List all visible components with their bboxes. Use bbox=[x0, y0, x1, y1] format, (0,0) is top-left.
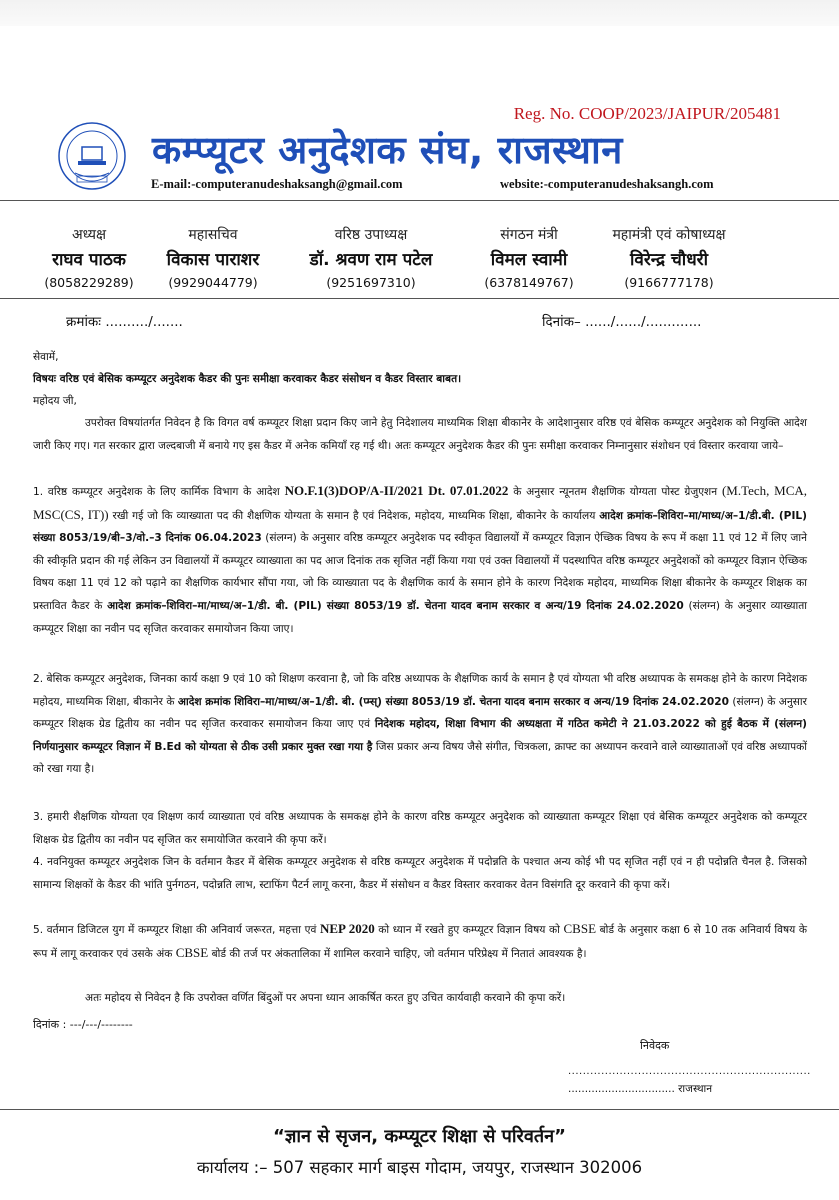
point-1-degrees: (M.Tech, MCA, MSC(CS, IT)) bbox=[33, 483, 808, 522]
officer-phone: (6378149767) bbox=[484, 275, 574, 290]
officer-role: महामंत्री एवं कोषाध्यक्ष bbox=[612, 227, 726, 243]
officer-treasurer bbox=[584, 225, 754, 290]
officer-name: विकास पाराशर bbox=[166, 250, 260, 270]
point-1-order-ref: NO.F.1(3)DOP/A-II/2021 Dt. 07.01.2022 bbox=[284, 483, 509, 498]
point-2-text: जिस प्रकार अन्य विषय जैसे संगीत, चित्रकला, क्राफ्ट का अध्यापन करवाने वाले व्याख्याताओं एवं वरिष्ठ अध्यापकों को रखा गया है। bbox=[33, 740, 808, 776]
closing-request: अतः महोदय से निवेदन है कि उपरोक्त वर्णित बिंदुओं पर अपना ध्यान आकर्षित करत हुए उचित कार्यवाही करवाने की कृपा करें। bbox=[85, 992, 566, 1004]
letter-date: दिनांक– ....../....../............. bbox=[542, 314, 702, 330]
officer-name: विरेन्द्र चौधरी bbox=[629, 250, 708, 270]
officer-phone: (9166777178) bbox=[624, 275, 714, 290]
officer-organizing-minister bbox=[454, 225, 604, 290]
officer-name: डॉ. श्रवण राम पटेल bbox=[309, 250, 433, 270]
footer-slogan: “ज्ञान से सृजन, कम्प्यूटर शिक्षा से परिवर्तन” bbox=[273, 1126, 566, 1147]
scan-top-shadow bbox=[0, 0, 839, 26]
footer-address: कार्यालय :– 507 सहकार मार्ग बाइस गोदाम, जयपुर, राजस्थान 302006 bbox=[196, 1158, 643, 1177]
officer-general-secretary bbox=[138, 225, 288, 290]
signature-date: दिनांक : ---/---/-------- bbox=[33, 1018, 133, 1031]
union-logo-icon bbox=[57, 121, 127, 191]
point-5-text: 5. वर्तमान डिजिटल युग में कम्प्यूटर शिक्षा की अनिवार्य जरूरत, महत्ता एवं bbox=[33, 924, 320, 936]
point-5-text: बोर्ड की तर्ज पर अंकतालिका में शामिल करवाने चाहिए, जो वर्तमान परिप्रेक्ष्य में नितातं आवश्यक है। bbox=[208, 947, 587, 960]
officer-phone: (9251697310) bbox=[326, 275, 416, 290]
officer-name: राघव पाठक bbox=[52, 250, 126, 270]
reference-number: क्रमांकः ........../....... bbox=[66, 314, 183, 330]
point-2-text: 2. बेसिक कम्प्यूटर अनुदेशक, जिनका कार्य कक्षा 9 एवं 10 को शिक्षण करवाना है, जो कि वरिष्ठ अध्यापक के शैक्षणिक कार्य के समान है एवं योग्यता भी वरिष्ठ अध्यापक के समकक्ष होने के कारण निदेशक महोदय, माध्यमिक शिक्षा, बीकानेर के bbox=[33, 673, 807, 708]
officer-role: वरिष्ठ उपाध्यक्ष bbox=[334, 227, 408, 243]
point-2-text: (संलग्न) के अनुसार कम्प्यूटर शिक्षक ग्रेड द्वितीय का नवीन पद सृजित करवाकर समायोजन किया जाए एवं bbox=[33, 695, 807, 731]
point-1 bbox=[33, 480, 807, 640]
point-5-text: को ध्यान में रखते हुए कम्प्यूटर विज्ञान विषय को bbox=[374, 924, 564, 936]
point-2-committee-ref: निदेशक महोदय, शिक्षा विभाग की अध्यक्षता में गठित कमेटी ने 21.03.2022 को हुई बैठक में (संलग्न) निर्णयानुसार कम्प्यूटर विज्ञान में B.Ed को योग्यता से ठीक उसी प्रकार मुक्त रखा गया है bbox=[33, 718, 807, 753]
point-1-order-ref-2: आदेश क्रमांक–शिविरा–मा/माध्य/अ–1/डी.बी. (PIL) संख्या 8053/19/बी–3/वो.–3 दिनांक 06.04.2023 bbox=[33, 509, 807, 545]
applicant-label: निवेदक bbox=[640, 1039, 670, 1052]
point-1-text: (संलग्न) के अनुसार वरिष्ठ कम्प्यूटर अनुदेशक पद स्वीकृत विद्यालयों में कम्प्यूटर विज्ञान ऐच्छिक विषय के रूप में कक्षा 11 एवं 12 में लिए जाने की स्वीकृति प्रदान की गई लेकिन उन विद्यालयों में कम्प्यूटर व्याख्याता का पद आज दिनांक तक सृजित नहीं किया गया एवं उक्त विद्यालयों में पदस्थापित वरिष्ठ कम्प्यूटर अनुदेशकों को कम्प्यूटर विज्ञान ऐच्छिक विषय कक्षा 11 एवं 12 को पढ़ाने का शैक्षणिक कार्यभार सौंपा गया, जो कि व्याख्याता पद के शैक्षणिक कार्य के समान होने के कारण निदेशक महोदय, माध्यमिक शिक्षा बीकानेर के कम्प्यूटर शिक्षक का प्रस्तावित कैडर के bbox=[33, 532, 807, 612]
intro-paragraph: उपरोक्त विषयांतर्गत निवेदन है कि विगत वर्ष कम्प्यूटर शिक्षा प्रदान किए जाने हेतु निदेशालय माध्यमिक शिक्षा बीकानेर के आदेशानुसार वरिष्ठ एवं बेसिक कम्प्यूटर अनुदेशक को नियुक्ति आदेश जारी किए गए। गत सरकार द्वारा जल्दबाजी में बनाये गए इस कैडर में अनेक कमियाँ रह गई थी। अतः कम्प्यूटर अनुदेशक कैडर की पुनः समीक्षा करवाकर निम्नानुसार संशोधन एवं विस्तार करवाया जाये– bbox=[33, 417, 807, 452]
signature-place: ................................ राजस्थान bbox=[568, 1083, 713, 1095]
point-2-order-ref: आदेश क्रमांक शिविरा–मा/माध्य/अ–1/डी. बी. (प्म्स्) संख्या 8053/19 डॉ. चेतना यादव बनाम सरकार व अन्य/19 दिनांक 24.02.2020 bbox=[177, 695, 730, 708]
email-address: E-mail:-computeranudeshaksangh@gmail.com bbox=[151, 177, 403, 191]
point-2 bbox=[33, 668, 807, 781]
officer-senior-vice-president bbox=[286, 225, 456, 290]
point-5-nep: NEP 2020 bbox=[319, 921, 375, 936]
addressee: सेवामें, bbox=[33, 351, 59, 363]
officer-role: महासचिव bbox=[188, 227, 238, 243]
point-5-cbse: CBSE bbox=[175, 944, 209, 960]
website-address: website:-computeranudeshaksangh.com bbox=[500, 177, 714, 191]
officer-phone: (9929044779) bbox=[168, 275, 258, 290]
footer-divider bbox=[0, 1109, 839, 1110]
point-1-text: (संलग्न) के अनुसार व्याख्याता कम्प्यूटर शिक्षा का नवीन पद सृजित करवाकर समायोजन किया जाए। bbox=[33, 599, 807, 635]
subject-line: विषयः वरिष्ठ एवं बेसिक कम्प्यूटर अनुदेशक कैडर की पुनः समीक्षा करवाकर कैडर संसोधन व कैडर विस्तार बाबत। bbox=[33, 373, 462, 385]
signature-line: .................................................................. bbox=[568, 1066, 811, 1077]
point-5 bbox=[33, 918, 807, 965]
point-1-order-ref-3: आदेश क्रमांक–शिविरा–मा/माध्य/अ–1/डी. बी. (PIL) संख्या 8053/19 डॉ. चेतना यादव बनाम सरकार व अन्य/19 दिनांक 24.02.2020 bbox=[107, 599, 684, 612]
officer-phone: (8058229289) bbox=[44, 275, 134, 290]
point-3: 3. हमारी शैक्षणिक योग्यता एव शिक्षण कार्य व्याख्याता एवं वरिष्ठ अध्यापक के समकक्ष होने के कारण वरिष्ठ कम्प्यूटर अनुदेशक को व्याख्याता कम्प्यूटर शिक्षा एवं बेसिक कम्प्यूटर अनुदेशक को कम्प्यूटर शिक्षक ग्रेड द्वितीय का नवीन पद सृजित कर समायोजित करवाने की कृपा करें। bbox=[33, 811, 807, 846]
officers-row bbox=[14, 225, 826, 295]
officers-divider bbox=[0, 298, 839, 299]
point-4: 4. नवनियुक्त कम्प्यूटर अनुदेशक जिन के वर्तमान कैडर में बेसिक कम्प्यूटर अनुदेशक से वरिष्ठ कम्प्यूटर अनुदेशक में पदोन्नति के पश्चात अन्य कोई भी पद सृजित नहीं एवं न ही पदोन्नति चैनल है. जिसको सामान्य शिक्षकों के कैडर की भांति पुर्नगठन, पदोन्नति लाभ, स्टाफिंग पैटर्न लागू करना, कैडर में संसोधन व कैडर विस्तार करवाकर वेतन विसंगति दूर करवाने की कृपा करें। bbox=[33, 856, 807, 891]
header-divider bbox=[0, 200, 839, 201]
officer-role: अध्यक्ष bbox=[71, 227, 107, 243]
point-5-text: बोर्ड के अनुसार कक्षा 6 से 10 तक अनिवार्य विषय के रूप में लागू करवाकर एवं उसके अंक bbox=[33, 924, 807, 960]
officer-role: संगठन मंत्री bbox=[500, 227, 558, 243]
organization-name: कम्प्यूटर अनुदेशक संघ, राजस्थान bbox=[152, 128, 623, 172]
point-5-cbse: CBSE bbox=[563, 921, 597, 936]
point-1-text: 1. वरिष्ठ कम्प्यूटर अनुदेशक के लिए कार्मिक विभाग के आदेश bbox=[33, 486, 285, 498]
point-1-text: के अनुसार न्यूनतम शैक्षणिक योग्यता पोस्ट ग्रेजुएशन bbox=[508, 486, 722, 498]
registration-number: Reg. No. COOP/2023/JAIPUR/205481 bbox=[513, 104, 781, 123]
point-1-text: रखी गई जो कि व्याख्याता पद की शैक्षणिक योग्यता के समान है एवं निदेशक, महोदय, माध्यमिक शिक्षा, बीकानेर के कार्यालय bbox=[108, 509, 600, 522]
salutation: महोदय जी, bbox=[33, 395, 77, 407]
officer-name: विमल स्वामी bbox=[490, 250, 568, 270]
